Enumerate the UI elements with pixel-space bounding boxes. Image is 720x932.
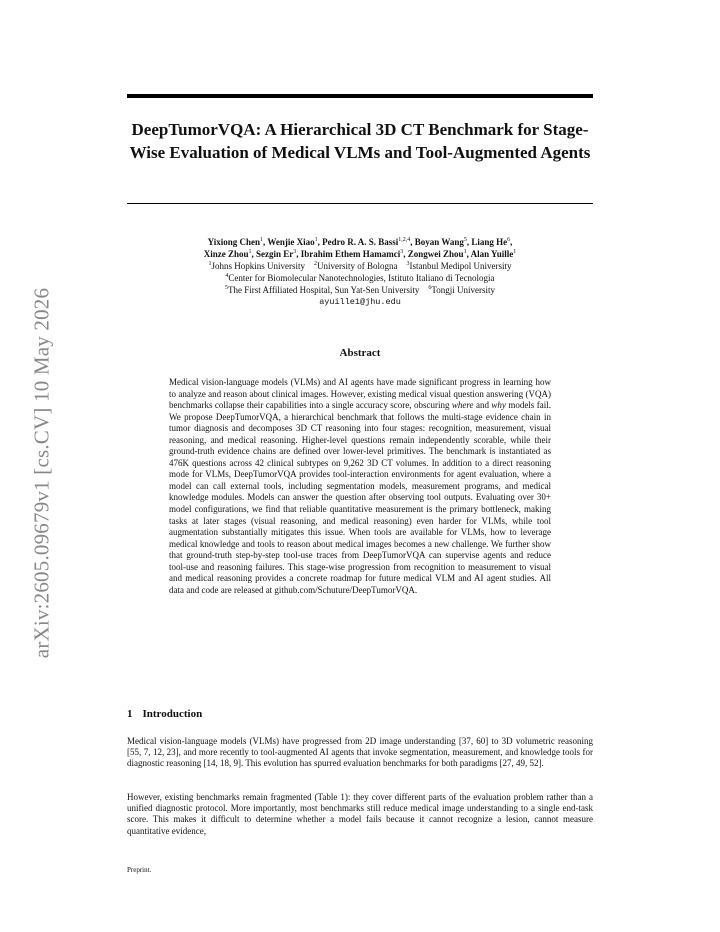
author-list: Yixiong Chen$^1$, Wenjie Xiao$^1$, Pedro R. A. S. Bassi$^{1,2,4}$, Boyan Wang$^5$, Liang He$^6$, Xinze Zhou$^1$, Sezgin Er$^3$, Ibrahim Ethem Hamamci$^3$, Zongwei Zhou$^1$, Alan Yuille$^1$: [203, 237, 517, 259]
affiliation-line: $^1$Johns Hopkins University $^2$University of Bologna $^3$Istanbul Medipol University: [208, 261, 512, 271]
author: Yixiong Chen$^1$: [207, 237, 264, 247]
abstract-heading: Abstract: [339, 347, 381, 359]
author: Boyan Wang$^5$: [414, 237, 467, 247]
author: Alan Yuille$^1$: [470, 249, 517, 259]
contact-email[interactable]: ayuille1@jhu.edu: [319, 297, 401, 307]
abstract-text: Medical vision-language models (VLMs) and AI agents have made significant progress in learning how to analyze and reason about clinical images. However, existing medical visual question answering (VQA) benchmarks collapse their capabilities into a single accuracy score, obscuring where and why models fail. We propose DeepTumorVQA, a hierarchical benchmark that follows the multi-stage evidence chain in tumor diagnosis and decomposes 3D CT reasoning into four stages: recognition, measurement, visual reasoning, and medical reasoning. Higher-level questions remain independently scorable, while their ground-truth evidence chains are defined over lower-level primitives. The benchmark is instantiated as 476K questions across 42 clinical subtypes on 9,262 3D CT volumes. In addition to a direct reasoning mode for VLMs, DeepTumorVQA provides tool-interaction environments for agent evaluation, where a model can call external tools, including segmentation models, measurement programs, and medical knowledge modules. Models can answer the question after observing tool outputs. Evaluating over 30+ model configurations, we find that reliable quantitative measurement is the primary bottleneck, making tasks at later stages (visual reasoning, and medical reasoning) even harder for VLMs, while tool augmentation substantially mitigates this issue. When tools are available for VLMs, how to leverage medical knowledge and tools to reason about medical images becomes a new challenge. We further show that ground-truth step-by-step tool-use traces from DeepTumorVQA can supervise agents and reduce tool-use and reasoning failures. This stage-wise progression from recognition to measurement to visual and medical reasoning provides a concrete roadmap for future medical VLM and AI agent studies. All data and code are released at github.com/Schuture/DeepTumorVQA.: [169, 377, 551, 595]
author-block: [120, 236, 600, 308]
author: Wenjie Xiao$^1$: [267, 237, 318, 247]
author: Sezgin Er$^3$: [256, 249, 297, 259]
author: Zongwei Zhou$^1$: [407, 249, 467, 259]
intro-paragraph: However, existing benchmarks remain fragmented (Table 1): they cover different parts of the evaluation problem rather than a unified diagnostic protocol. More importantly, most benchmarks still reduce medical image understanding to a single end-task score. This makes it difficult to determine whether a model fails because it cannot recognize a lesion, cannot measure quantitative evidence,: [127, 792, 593, 836]
author: Ibrahim Ethem Hamamci$^3$: [300, 249, 404, 259]
title-rule-bottom: [127, 203, 593, 204]
arxiv-stamp: arXiv:2605.09679v1 [cs.CV] 10 May 2026: [29, 287, 54, 659]
author: Xinze Zhou$^1$: [203, 249, 252, 259]
author: Liang He$^6$: [471, 237, 511, 247]
section-heading: 1 Introduction: [127, 708, 203, 720]
affiliation-line: $^4$Center for Biomolecular Nanotechnologies, Istituto Italiano di Tecnologia: [225, 273, 495, 283]
title-rule-top: [127, 94, 593, 98]
paper-title: DeepTumorVQA: A Hierarchical 3D CT Benchmark for Stage-Wise Evaluation of Medical VLMs and Tool-Augmented Agents: [129, 120, 591, 162]
intro-paragraph: Medical vision-language models (VLMs) have progressed from 2D image understanding [37, 60] to 3D volumetric reasoning [55, 7, 12, 23], and more recently to tool-augmented AI agents that invoke segmentation, measurement, and knowledge tools for diagnostic reasoning [14, 18, 9]. This evolution has spurred evaluation benchmarks for both paradigms [27, 49, 52].: [127, 736, 593, 769]
affiliation-line: $^5$The First Affiliated Hospital, Sun Yat-Sen University $^6$Tongji University: [225, 285, 495, 295]
preprint-footer: Preprint.: [127, 866, 152, 874]
author: Pedro R. A. S. Bassi$^{1,2,4}$: [322, 237, 411, 247]
